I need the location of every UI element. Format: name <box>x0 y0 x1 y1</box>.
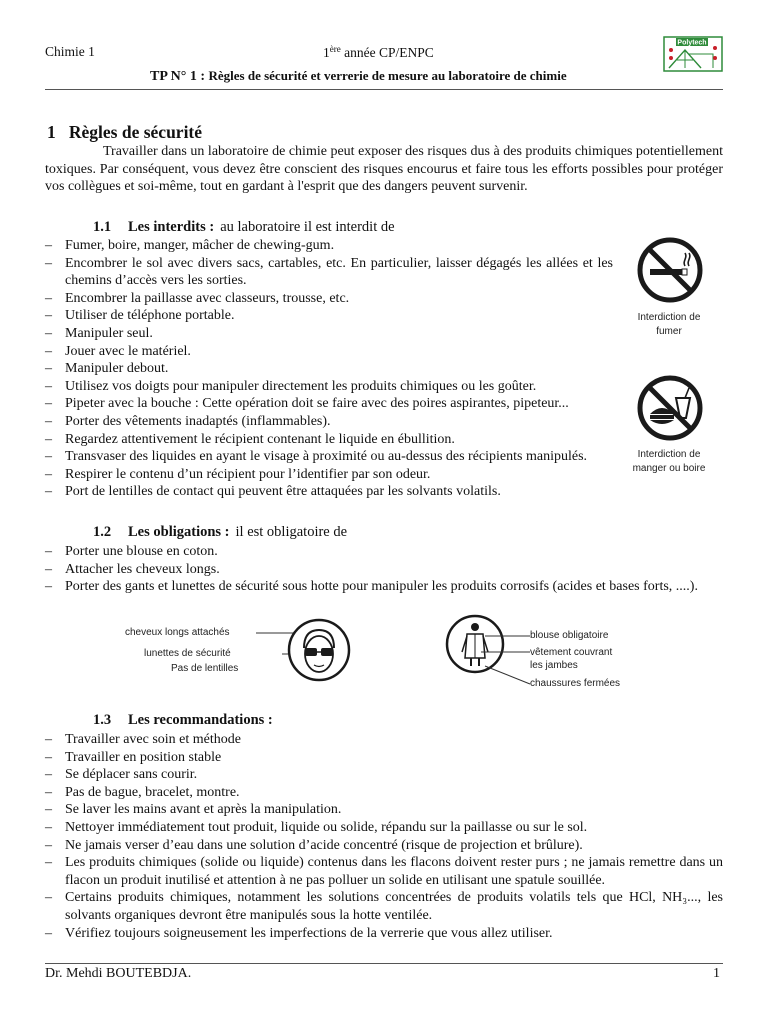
list-item-text: Manipuler debout. <box>65 361 169 377</box>
list-item-text: Travailler avec soin et méthode <box>65 732 241 747</box>
header-course: Chimie 1 <box>45 44 95 59</box>
bullet-dash: – <box>45 308 52 324</box>
header-rule <box>45 89 723 90</box>
interdits-list <box>45 237 613 501</box>
bullet-dash: – <box>45 819 52 835</box>
list-item-text: Utilisez vos doigts pour manipuler directement les produits chimiques ou les goûter. <box>65 378 537 394</box>
body-label-legs-2: les jambes <box>530 660 578 671</box>
no-smoking-icon <box>636 236 704 304</box>
list-item <box>45 448 613 466</box>
list-item-text: Porter des vêtements inadaptés (inflammables). <box>65 413 331 429</box>
bullet-dash: – <box>45 238 52 253</box>
list-item-text: Attacher les cheveux longs. <box>65 561 220 577</box>
tp-title <box>150 68 567 85</box>
no-eating-caption <box>614 448 724 476</box>
bullet-dash: – <box>45 749 52 765</box>
list-item <box>45 854 723 889</box>
list-item-text: Certains produits chimiques, notamment les solutions concentrées de produits volatils tels que HCl, NH₃..., les solvants organiques devront être manipulés sous la hotte ventilée. <box>65 890 723 923</box>
logo-text: Polytech <box>677 39 707 47</box>
no-smoking-caption-line2: fumer <box>656 326 682 337</box>
list-item <box>45 255 613 290</box>
footer-author: Dr. Mehdi BOUTEBDJA. <box>45 966 192 981</box>
ppe-face-diagram <box>256 618 356 687</box>
bullet-dash: – <box>45 837 52 853</box>
list-item <box>45 801 723 819</box>
list-item <box>45 325 613 343</box>
list-item <box>45 237 613 255</box>
list-item-text: Fumer, boire, manger, mâcher de chewing-gum. <box>65 238 335 253</box>
recommandations-list <box>45 731 723 942</box>
list-item <box>45 889 723 924</box>
body-label-legs-1: vêtement couvrant <box>530 647 613 658</box>
bullet-dash: – <box>45 544 52 559</box>
list-item <box>45 378 613 396</box>
bullet-dash: – <box>45 925 52 941</box>
list-item <box>45 413 613 431</box>
bullet-dash: – <box>45 579 52 595</box>
bullet-dash: – <box>45 343 52 359</box>
footer-rule <box>45 963 723 964</box>
list-item-text: Ne jamais verser d’eau dans une solution d’acide concentré (risque de projection et brûlure). <box>65 837 583 853</box>
list-item <box>45 578 723 596</box>
bullet-dash: – <box>45 466 52 482</box>
list-item-text: Regardez attentivement le récipient contenant le liquide en ébullition. <box>65 431 455 447</box>
subsection-recommandations <box>93 712 279 729</box>
list-item <box>45 749 723 767</box>
list-item-text: Se laver les mains avant et après la manipulation. <box>65 802 342 818</box>
header-year-sup: ère <box>329 44 341 54</box>
list-item <box>45 766 723 784</box>
header-year <box>323 44 434 61</box>
no-eating-sign <box>636 374 704 447</box>
bullet-dash: – <box>45 561 52 577</box>
bullet-dash: – <box>45 431 52 447</box>
no-smoking-sign <box>636 236 704 309</box>
list-item-text: Transvaser des liquides en ayant le visage à proximité ou au-dessus des récipients manipulés. <box>65 449 588 465</box>
list-item <box>45 925 723 943</box>
bullet-dash: – <box>45 855 52 871</box>
list-item-text: Porter une blouse en coton. <box>65 544 218 559</box>
subsection-title: Les recommandations : <box>128 712 273 728</box>
section-title: Règles de sécurité <box>68 122 203 142</box>
list-item <box>45 561 723 579</box>
no-eating-icon <box>636 374 704 442</box>
list-item-text: Pipeter avec la bouche : Cette opération doit se faire avec des poires aspirantes, pipeteur... <box>65 396 569 412</box>
face-goggles-icon <box>256 618 356 682</box>
bullet-dash: – <box>45 449 52 465</box>
section-number: 1 <box>47 122 56 142</box>
face-label-lenses: Pas de lentilles <box>171 663 239 674</box>
bullet-dash: – <box>45 890 52 906</box>
subsection-title: Les interdits : <box>128 219 215 235</box>
list-item <box>45 360 613 378</box>
face-label-hair: cheveux longs attachés <box>125 627 230 638</box>
subsection-number: 1.2 <box>93 524 112 540</box>
list-item <box>45 731 723 749</box>
list-item-text: Se déplacer sans courir. <box>65 767 198 783</box>
bullet-dash: – <box>45 732 52 747</box>
bullet-dash: – <box>45 484 52 500</box>
list-item <box>45 395 613 413</box>
subsection-interdits <box>93 219 395 236</box>
bullet-dash: – <box>45 784 52 800</box>
no-smoking-caption <box>619 311 719 339</box>
list-item <box>45 543 723 561</box>
subsection-rest: au laboratoire il est interdit de <box>220 219 395 235</box>
list-item-text: Encombrer la paillasse avec classeurs, trousse, etc. <box>65 290 350 306</box>
bullet-dash: – <box>45 378 52 394</box>
subsection-title: Les obligations : <box>128 524 230 540</box>
list-item <box>45 483 613 501</box>
intro-paragraph: Travailler dans un laboratoire de chimie peut exposer des risques dus à des produits chimiques potentiellement toxiques. Par conséquent, vous devez être conscient des risques encourus et faire tous les efforts possibles pour protéger vos collègues et soi-même, tout en gardant à l'esprit que des dangers peuvent survenir. <box>45 144 723 195</box>
list-item <box>45 290 613 308</box>
obligations-list <box>45 543 723 596</box>
face-label-goggles: lunettes de sécurité <box>144 648 231 659</box>
list-item <box>45 837 723 855</box>
list-item-text: Porter des gants et lunettes de sécurité sous hotte pour manipuler les produits corrosifs (acides et bases forts, ....). <box>65 579 698 595</box>
no-eating-caption-line1: Interdiction de <box>637 449 701 460</box>
page-number: 1 <box>713 966 720 981</box>
list-item-text: Port de lentilles de contact qui peuvent être attaquées par les solvants volatils. <box>65 484 501 500</box>
bullet-dash: – <box>45 767 52 783</box>
list-item-text: Les produits chimiques (solide ou liquide) contenus dans les flacons doivent rester purs ; ne jamais remettre dans un flacon un produit inutilisé et attention à ne pas polluer un solide en utilisant une spatule souillée. <box>65 855 723 888</box>
list-item <box>45 784 723 802</box>
list-item-text: Nettoyer immédiatement tout produit, liquide ou solide, répandu sur la paillasse ou sur le sol. <box>65 819 588 835</box>
body-label-coat: blouse obligatoire <box>530 630 609 641</box>
no-eating-caption-line2: manger ou boire <box>632 463 706 474</box>
list-item <box>45 307 613 325</box>
bullet-dash: – <box>45 325 52 341</box>
subsection-obligations <box>93 524 347 541</box>
bullet-dash: – <box>45 802 52 818</box>
list-item <box>45 466 613 484</box>
lab-coat-icon <box>440 614 535 694</box>
tp-title-text: Règles de sécurité et verrerie de mesure au laboratoire de chimie <box>208 68 567 83</box>
list-item-text: Encombrer le sol avec divers sacs, cartables, etc. En particulier, laisser dégagés les allées et les chemins d’accès vers les sorties. <box>65 255 613 289</box>
header-year-text: année CP/ENPC <box>340 45 434 60</box>
list-item-text: Utiliser de téléphone portable. <box>65 308 235 324</box>
tp-title-number: TP N° 1 : <box>150 69 205 84</box>
list-item-text: Pas de bague, bracelet, montre. <box>65 784 240 800</box>
list-item-text: Manipuler seul. <box>65 325 153 341</box>
list-item <box>45 431 613 449</box>
subsection-rest: il est obligatoire de <box>235 524 348 540</box>
bullet-dash: – <box>45 361 52 377</box>
list-item-text: Jouer avec le matériel. <box>65 343 191 359</box>
subsection-number: 1.1 <box>93 219 112 235</box>
bullet-dash: – <box>45 413 52 429</box>
list-item-text: Vérifiez toujours soigneusement les imperfections de la verrerie que vous allez utiliser. <box>65 925 553 941</box>
section-heading <box>47 122 202 143</box>
logo-graphic <box>663 36 723 72</box>
no-smoking-caption-line1: Interdiction de <box>637 312 701 323</box>
ppe-body-diagram <box>440 614 535 699</box>
bullet-dash: – <box>45 396 52 412</box>
bullet-dash: – <box>45 290 52 306</box>
list-item-text: Travailler en position stable <box>65 749 222 765</box>
list-item <box>45 343 613 361</box>
body-label-shoes: chaussures fermées <box>530 678 621 689</box>
list-item-text: Respirer le contenu d’un récipient pour l’identifier par son odeur. <box>65 466 431 482</box>
bullet-dash: – <box>45 255 52 271</box>
polytech-logo <box>663 36 723 72</box>
list-item <box>45 819 723 837</box>
subsection-number: 1.3 <box>93 712 112 728</box>
header-year-number: 1 <box>323 45 330 60</box>
